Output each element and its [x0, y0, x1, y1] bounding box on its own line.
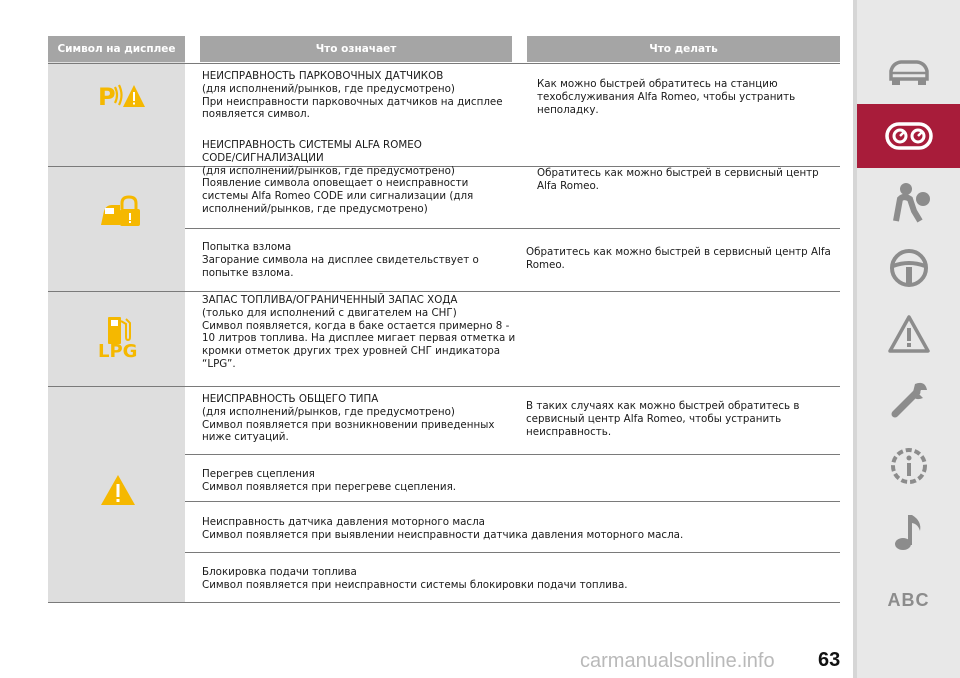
row-action: В таких случаях как можно быстрей обратитесь в сервисный центр Alfa Romeo, чтобы устранить неисправность. [526, 400, 800, 438]
sidebar-item-specifications[interactable] [857, 434, 960, 498]
row-divider [185, 501, 840, 502]
header-action: Что делать [527, 36, 840, 62]
row-action: Обратитесь как можно быстрей в сервисный центр Alfa Romeo. [526, 246, 831, 271]
lpg-label: LPG [98, 341, 138, 362]
warning-triangle-icon [99, 473, 137, 507]
sidebar-item-index[interactable] [857, 568, 960, 632]
icon-cell-parking [48, 62, 185, 166]
icon-cell-alarm [48, 167, 185, 291]
header-meaning: Что означает [200, 36, 512, 62]
svg-text:P: P [98, 83, 116, 110]
car-icon [885, 57, 933, 87]
row-meaning: НЕИСПРАВНОСТЬ ПАРКОВОЧНЫХ ДАТЧИКОВ (для исполнений/рынков, где предусмотрено) При неисправности парковочных датчиков на дисплее появляется символ. [202, 70, 503, 121]
row-divider [185, 454, 840, 455]
abc-label: ABC [887, 589, 930, 610]
parking-sensor-warning-icon [98, 82, 146, 110]
row-meaning: ЗАПАС ТОПЛИВА/ОГРАНИЧЕННЫЙ ЗАПАС ХОДА (только для исполнений с двигателем на СНГ) Символ появляется, когда в баке остается примерно 8 - 10 литров топлива. На дисплее мигает первая отметка и кромки отметок других трех уровней СНГ индикатора “LPG”. [202, 294, 516, 370]
airbag-passenger-icon [886, 181, 932, 223]
row-divider [48, 602, 840, 603]
sidebar-item-safety[interactable] [857, 170, 960, 234]
sidebar-item-dashboard[interactable] [857, 104, 960, 168]
alarm-lock-icon [98, 195, 142, 229]
wrench-icon [887, 378, 931, 422]
sidebar-item-driving[interactable] [857, 236, 960, 300]
header-symbol: Символ на дисплее [48, 36, 185, 62]
row-divider [48, 386, 840, 387]
row-meaning: Неисправность датчика давления моторного масла Символ появляется при выявлении неисправности датчика давления моторного масла. [202, 516, 684, 541]
sidebar-item-multimedia[interactable] [857, 500, 960, 564]
row-divider [185, 552, 840, 553]
row-divider [185, 228, 840, 229]
row-action: Обратитесь как можно быстрей в сервисный центр Alfa Romeo. [537, 167, 819, 192]
row-meaning: НЕИСПРАВНОСТЬ СИСТЕМЫ ALFA ROMEO CODE/СИГНАЛИЗАЦИИ (для исполнений/рынков, где предусмотрено) Появление символа оповещает о неисправности системы Alfa Romeo CODE или сигнализации (для исполнений/рынков, где предусмотрено) [202, 139, 474, 215]
sidebar-item-maintenance[interactable] [857, 368, 960, 432]
dashboard-gauges-icon [884, 121, 934, 151]
row-meaning: Блокировка подачи топлива Символ появляется при неисправности системы блокировки подачи топлива. [202, 566, 628, 591]
row-meaning: НЕИСПРАВНОСТЬ ОБЩЕГО ТИПА (для исполнений/рынков, где предусмотрено) Символ появляется при возникновении приведенных ниже ситуаций. [202, 393, 495, 444]
page-number: 63 [818, 649, 841, 671]
row-divider [48, 291, 840, 292]
music-note-icon [892, 511, 926, 553]
row-meaning: Попытка взлома Загорание символа на дисплее свидетельствует о попытке взлома. [202, 241, 479, 279]
fuel-pump-icon [106, 311, 132, 345]
row-action: Как можно быстрей обратитесь на станцию техобслуживания Alfa Romeo, чтобы устранить неполадку. [537, 78, 796, 116]
row-divider [48, 63, 840, 64]
sidebar-item-car[interactable] [857, 40, 960, 104]
warning-triangle-icon [887, 314, 931, 354]
row-meaning: Перегрев сцепления Символ появляется при перегреве сцепления. [202, 468, 457, 493]
watermark: carmanualsonline.info [580, 650, 775, 672]
steering-wheel-icon [888, 247, 930, 289]
info-gear-icon [887, 444, 931, 488]
chapter-sidebar [853, 0, 960, 678]
sidebar-item-emergency[interactable] [857, 302, 960, 366]
